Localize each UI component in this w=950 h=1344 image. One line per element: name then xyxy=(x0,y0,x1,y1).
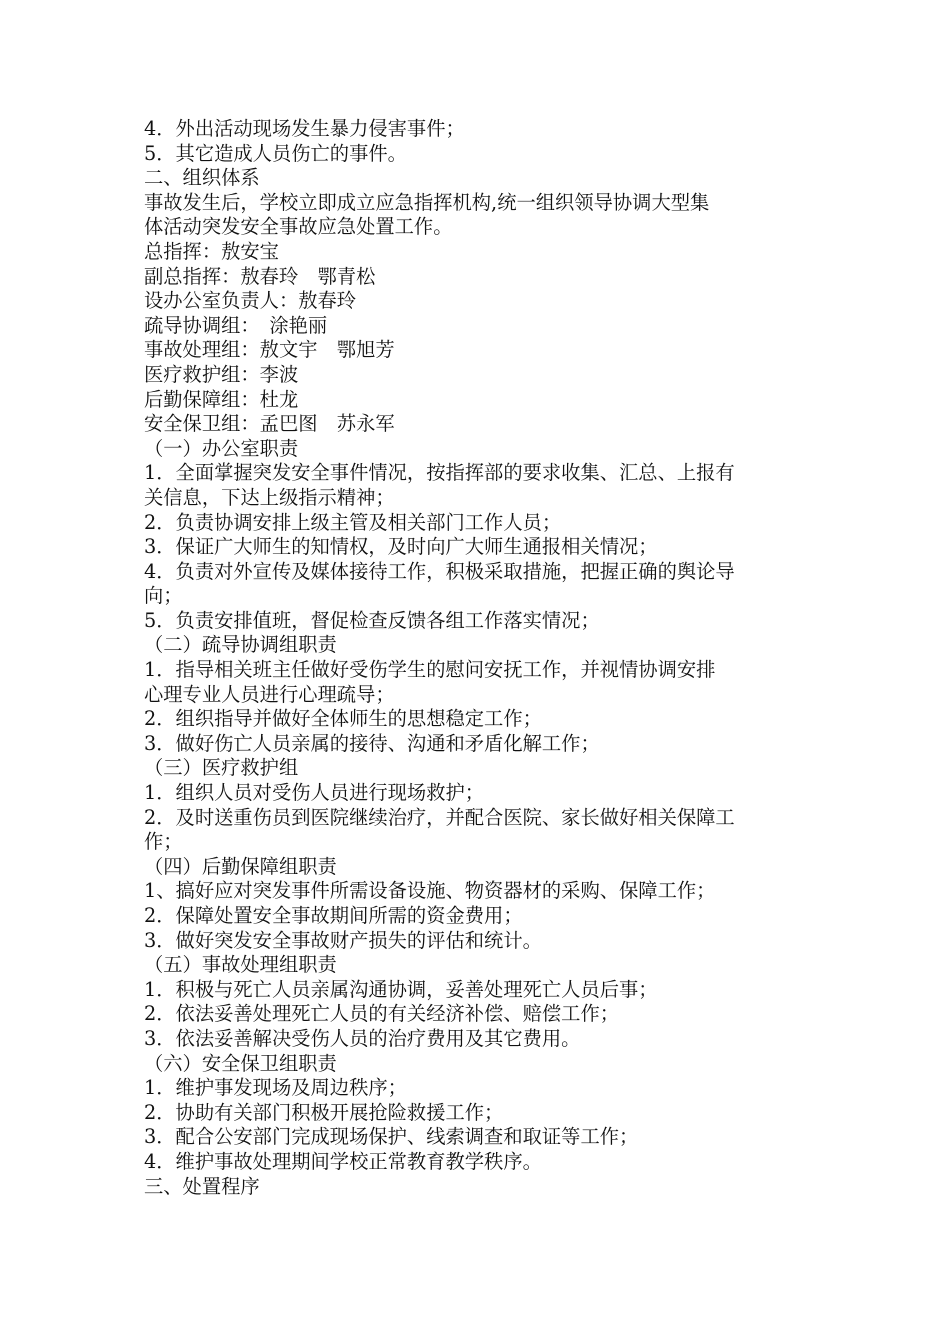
role-line: 疏导协调组： 涂艳丽 xyxy=(144,313,328,337)
list-item: 5．其它造成人员伤亡的事件。 xyxy=(144,141,407,165)
list-item: 2．组织指导并做好全体师生的思想稳定工作； xyxy=(144,707,542,731)
subsection-heading: （六）安全保卫组职责 xyxy=(144,1051,337,1075)
list-item: 心理专业人员进行心理疏导； xyxy=(144,682,395,706)
role-line: 后勤保障组：杜龙 xyxy=(144,387,299,411)
list-item: 1、搞好应对突发事件所需设备设施、物资器材的采购、保障工作； xyxy=(144,879,716,903)
list-item: 3．依法妥善解决受伤人员的治疗费用及其它费用。 xyxy=(144,1026,581,1050)
subsection-heading: （五）事故处理组职责 xyxy=(144,953,337,977)
list-item: 2．保障处置安全事故期间所需的资金费用； xyxy=(144,904,523,927)
list-item: 3．保证广大师生的知情权，及时向广大师生通报相关情况； xyxy=(144,535,658,559)
list-item: 1．指导相关班主任做好受伤学生的慰问安抚工作，并视情协调安排 xyxy=(144,658,716,682)
role-line: 安全保卫组：孟巴图 苏永军 xyxy=(144,412,395,436)
list-item: 向； xyxy=(144,584,183,608)
list-item: 关信息，下达上级指示精神； xyxy=(144,485,395,509)
section-heading: 二、组织体系 xyxy=(144,166,260,190)
list-item: 2．协助有关部门积极开展抢险救援工作； xyxy=(144,1100,504,1124)
list-item: 1．维护事发现场及周边秩序； xyxy=(144,1076,407,1100)
list-item: 3．做好伤亡人员亲属的接待、沟通和矛盾化解工作； xyxy=(144,731,600,755)
role-line: 设办公室负责人：敖春玲 xyxy=(144,289,357,313)
paragraph-line: 体活动突发安全事故应急处置工作。 xyxy=(144,215,453,239)
subsection-heading: （三）医疗救护组 xyxy=(144,756,299,780)
role-line: 副总指挥：敖春玲 鄂青松 xyxy=(144,264,376,288)
list-item: 5．负责安排值班，督促检查反馈各组工作落实情况； xyxy=(144,608,600,632)
subsection-heading: （四）后勤保障组职责 xyxy=(144,854,337,878)
list-item: 作； xyxy=(144,830,183,854)
list-item: 4．负责对外宣传及媒体接待工作，积极采取措施，把握正确的舆论导 xyxy=(144,559,735,583)
list-item: 2．负责协调安排上级主管及相关部门工作人员； xyxy=(144,510,562,534)
role-line: 医疗救护组：李波 xyxy=(144,362,299,386)
role-line: 总指挥：敖安宝 xyxy=(144,239,279,263)
subsection-heading: （二）疏导协调组职责 xyxy=(144,633,337,657)
list-item: 2．及时送重伤员到医院继续治疗，并配合医院、家长做好相关保障工 xyxy=(144,805,735,829)
list-item: 1．全面掌握突发安全事件情况，按指挥部的要求收集、汇总、上报有 xyxy=(144,461,735,485)
role-line: 事故处理组：敖文宇 鄂旭芳 xyxy=(144,338,395,362)
list-item: 4．维护事故处理期间学校正常教育教学秩序。 xyxy=(144,1149,542,1173)
paragraph-line: 事故发生后，学校立即成立应急指挥机构,统一组织领导协调大型集 xyxy=(144,190,710,214)
section-heading: 三、处置程序 xyxy=(144,1174,260,1198)
document-body xyxy=(144,117,824,1199)
list-item: 3．做好突发安全事故财产损失的评估和统计。 xyxy=(144,928,542,952)
list-item: 4．外出活动现场发生暴力侵害事件； xyxy=(144,117,465,140)
list-item: 1．组织人员对受伤人员进行现场救护； xyxy=(144,781,485,805)
list-item: 3．配合公安部门完成现场保护、线索调查和取证等工作； xyxy=(144,1125,639,1149)
subsection-heading: （一）办公室职责 xyxy=(144,436,299,460)
list-item: 2．依法妥善处理死亡人员的有关经济补偿、赔偿工作； xyxy=(144,1002,620,1026)
list-item: 1．积极与死亡人员亲属沟通协调，妥善处理死亡人员后事； xyxy=(144,977,658,1001)
